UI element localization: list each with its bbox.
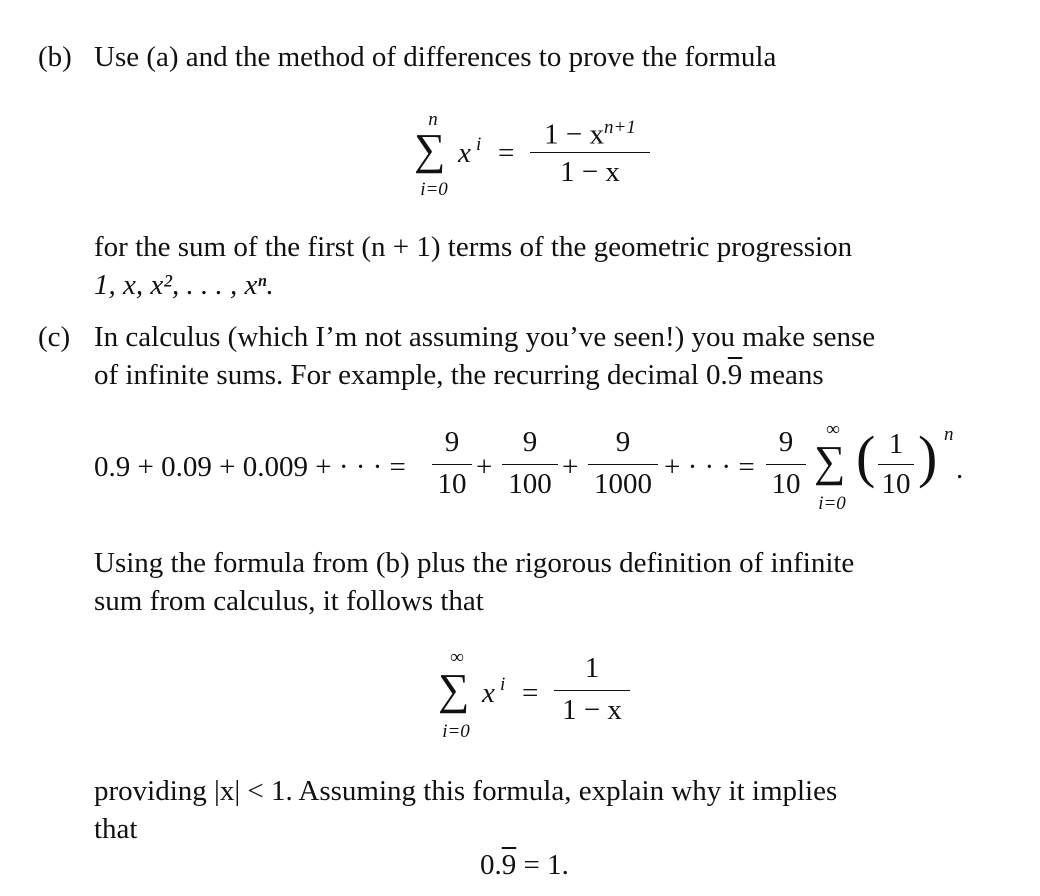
series-sum-lower: i=0: [818, 493, 846, 514]
series-lhs: 0.9 + 0.09 + 0.009 + · · · =: [94, 451, 406, 483]
series-sigma: ∑: [814, 437, 846, 486]
series-outer-exponent: n: [944, 424, 954, 445]
part-c-line6: that: [94, 813, 138, 845]
infinite-sum-upper: ∞: [450, 647, 464, 668]
infinite-sum-exponent: i: [500, 674, 506, 695]
series-end-period: .: [956, 453, 964, 485]
right-parenthesis: ): [918, 424, 938, 489]
closed-form-fraction: [530, 110, 650, 194]
part-b-label: (b): [38, 41, 72, 73]
infinite-sum-fraction: 1 1 − x: [554, 652, 630, 732]
left-parenthesis: (: [856, 424, 876, 489]
infinite-sum-base: x: [482, 677, 495, 709]
series-coefficient: 9 10: [766, 426, 806, 506]
series-plus-2: +: [562, 451, 579, 483]
series-fraction-1: 9 10: [432, 426, 472, 506]
part-b-followup-line2: 1, x, x², . . . , xⁿ.: [94, 269, 274, 301]
inner-fraction: 1 10: [878, 428, 914, 506]
series-sum-upper: ∞: [826, 419, 840, 440]
fraction-numerator: $1 - x^{n+1}$: [544, 117, 636, 151]
part-c-line4: sum from calculus, it follows that: [94, 585, 484, 617]
series-fraction-2: 9 100: [502, 426, 558, 506]
sum-exponent: i: [476, 134, 482, 155]
sum-base: x: [458, 137, 471, 169]
part-c-line1: In calculus (which I’m not assuming you’ve seen!) you make sense: [94, 321, 876, 353]
infinite-sigma: ∑: [438, 665, 470, 714]
part-b-followup-line1: for the sum of the first (n + 1) terms of the geometric progression: [94, 231, 853, 263]
sigma-symbol: ∑: [414, 125, 446, 174]
fraction-bar: [530, 152, 650, 153]
sum-lower-limit: i=0: [420, 179, 448, 200]
series-fraction-3: 9 1000: [588, 426, 658, 506]
sum-upper-limit: n: [428, 109, 438, 130]
fraction-denominator: 1 − x: [560, 156, 620, 188]
part-c-label: (c): [38, 321, 71, 353]
final-equation: 0.9 = 1.: [480, 849, 569, 881]
series-tail: + · · · =: [664, 451, 755, 483]
series-plus-1: +: [476, 451, 493, 483]
infinite-equals-sign: =: [522, 677, 539, 709]
equals-sign: =: [498, 137, 515, 169]
part-c-line3: Using the formula from (b) plus the rigorous definition of infinite: [94, 547, 855, 579]
part-c-line5: providing |x| < 1. Assuming this formula, explain why it implies: [94, 775, 838, 807]
infinite-sum-lower: i=0: [442, 721, 470, 742]
part-c-line2: of infinite sums. For example, the recurring decimal 0.9 means: [94, 359, 824, 391]
part-b-intro: Use (a) and the method of differences to prove the formula: [94, 41, 777, 73]
